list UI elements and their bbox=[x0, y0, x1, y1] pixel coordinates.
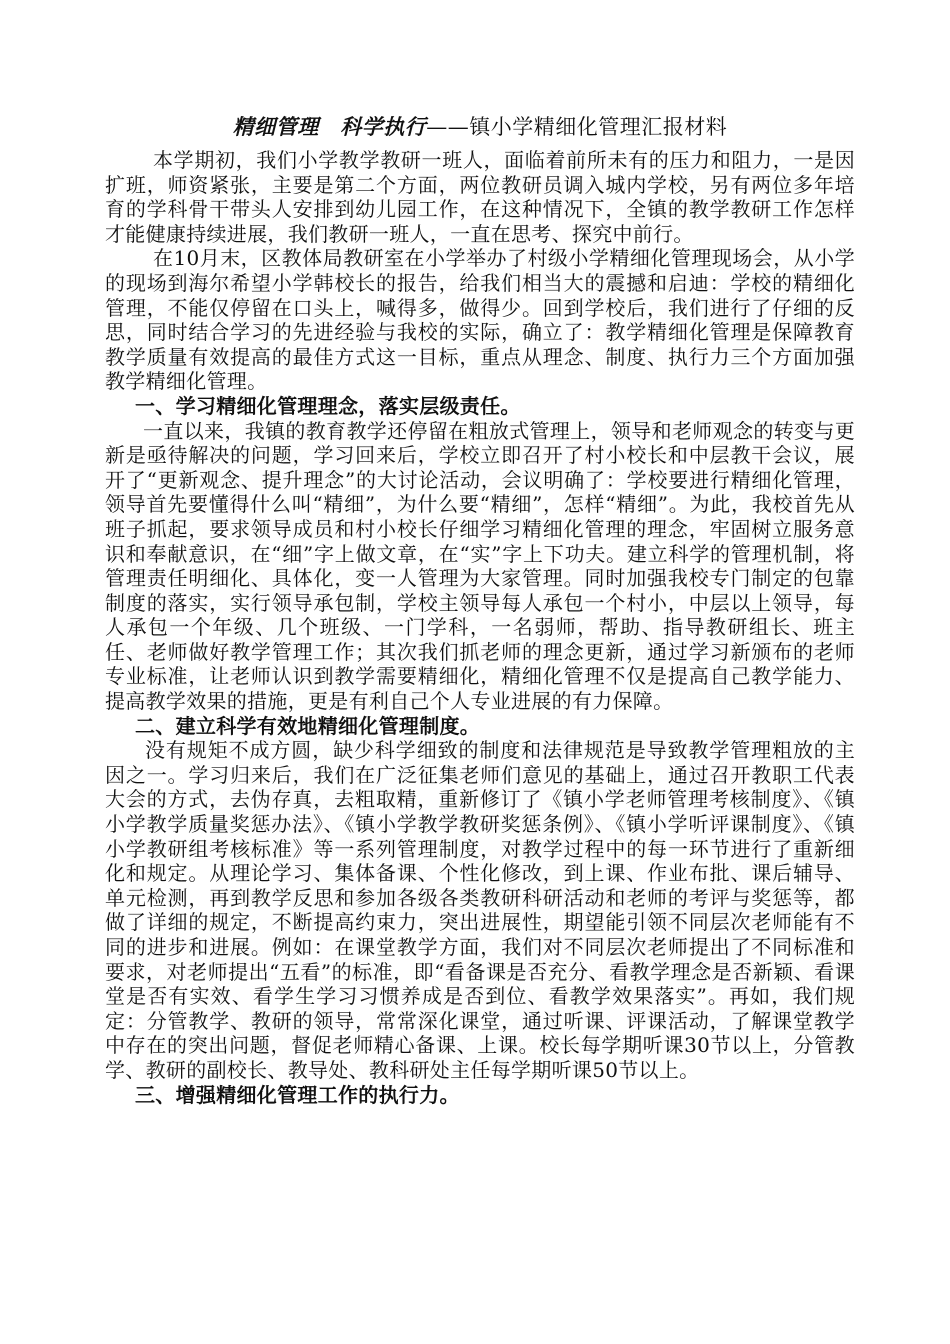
paragraph-intro: 本学期初，我们小学教学教研一班人，面临着前所未有的压力和阻力，一是因扩班，师资紧张，主要是第二个方面，两位教研员调入城内学校，另有两位多年培育的学科骨干带头人安排到幼儿园工作，在这种情况下，全镇的教学教研工作怎样才能健康持续进展，我们教研一班人，一直在思考、探究中前行。 bbox=[105, 148, 855, 246]
title-bold-part: 精细管理 科学执行 bbox=[232, 114, 427, 139]
document-page bbox=[105, 112, 855, 1107]
heading-section-1: 一、学习精细化管理理念，落实层级责任。 bbox=[135, 393, 521, 418]
title-rest: ——镇小学精细化管理汇报材料 bbox=[426, 115, 728, 139]
heading-section-2: 二、建立科学有效地精细化管理制度。 bbox=[135, 713, 481, 738]
paragraph-section-1: 一直以来，我镇的教育教学还停留在粗放式管理上，领导和老师观念的转变与更新是亟待解决的问题，学习回来后，学校立即召开了村小校长和中层教干会议，展开了“更新观念、提升理念”的大讨论活动，会议明确了：学校要进行精细化管理，领导首先要懂得什么叫“精细”，为什么要“精细”，怎样“精细”。为此，我校首先从班子抓起，要求领导成员和村小校长仔细学习精细化管理的理念，牢固树立服务意识和奉献意识，在“细”字上做文章，在“实”字上下功夫。建立科学的管理机制，将管理责任明细化、具体化，变一人管理为大家管理。同时加强我校专门制定的包靠制度的落实，实行领导承包制，学校主领导每人承包一个村小，中层以上领导，每人承包一个年级、几个班级、一门学科，一名弱师，帮助、指导教研组长、班主任、老师做好教学管理工作；其次我们抓老师的理念更新，通过学习新颁布的老师专业标准，让老师认识到教学需要精细化，精细化管理不仅是提高自己教学能力、提高教学效果的措施，更是有利自己个人专业进展的有力保障。 bbox=[105, 418, 855, 714]
document-title bbox=[105, 112, 855, 142]
paragraph-background: 在10月末，区教体局教研室在小学举办了村级小学精细化管理现场会，从小学的现场到海尔希望小学韩校长的报告，给我们相当大的震撼和启迪：学校的精细化管理，不能仅停留在口头上，喊得多，做得少。回到学校后，我们进行了仔细的反思，同时结合学习的先进经验与我校的实际，确立了：教学精细化管理是保障教育教学质量有效提高的最佳方式这一目标，重点从理念、制度、执行力三个方面加强教学精细化管理。 bbox=[105, 246, 855, 394]
paragraph-section-2: 没有规矩不成方圆，缺少科学细致的制度和法律规范是导致教学管理粗放的主因之一。学习归来后，我们在广泛征集老师们意见的基础上，通过召开教职工代表大会的方式，去伪存真，去粗取精，重新修订了《镇小学老师管理考核制度》、《镇小学教学质量奖惩办法》、《镇小学教学教研奖惩条例》、《镇小学听评课制度》、《镇小学教研组考核标准》等一系列管理制度，对教学过程中的每一环节进行了重新细化和规定。从理论学习、集体备课、个性化修改，到上课、作业布批、课后辅导、单元检测，再到教学反思和参加各级各类教研科研活动和老师的考评与奖惩等，都做了详细的规定，不断提高约束力，突出进展性，期望能引领不同层次老师能有不同的进步和进展。例如：在课堂教学方面，我们对不同层次老师提出了不同标准和要求，对老师提出“五看”的标准，即“看备课是否充分、看教学理念是否新颖、看课堂是否有实效、看学生学习习惯养成是否到位、看教学效果落实”。再如，我们规定：分管教学、教研的领导，常常深化课堂，通过听课、评课活动，了解课堂教学中存在的突出问题，督促老师精心备课、上课。校长每学期听课30节以上，分管教学、教研的副校长、教导处、教科研处主任每学期听课50节以上。 bbox=[105, 738, 855, 1082]
heading-section-3: 三、增强精细化管理工作的执行力。 bbox=[135, 1082, 460, 1107]
